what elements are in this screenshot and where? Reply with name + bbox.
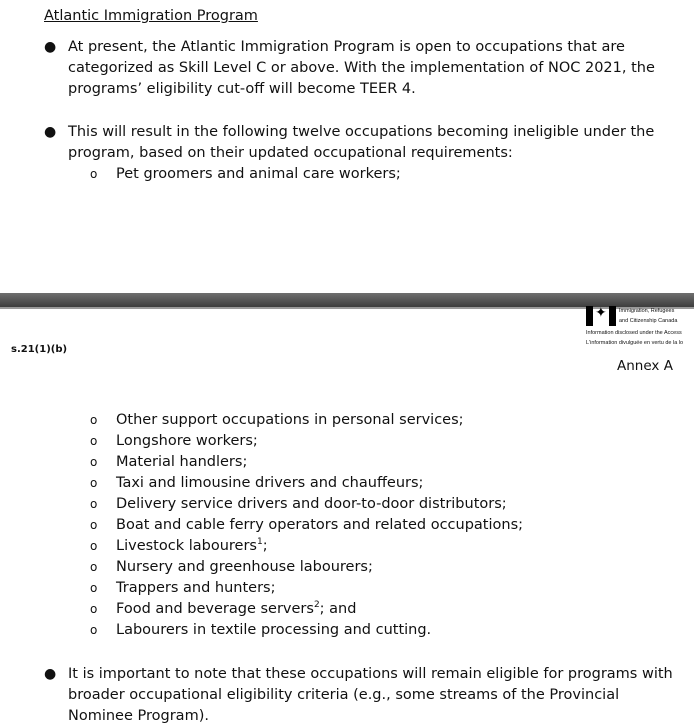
circle-bullet-icon: o [90, 413, 98, 427]
bullet-dot-icon: ● [44, 666, 57, 682]
circle-bullet-icon: o [90, 455, 98, 469]
circle-bullet-icon: o [90, 518, 98, 532]
circle-bullet-icon: o [90, 434, 98, 448]
circle-bullet-icon: o [90, 602, 98, 616]
list-item-text: Boat and cable ferry operators and related occupations; [116, 517, 524, 533]
list-item [90, 410, 464, 431]
list-item [90, 620, 431, 641]
department-name: Immigration, Refugees and Citizenship Canada [619, 308, 678, 324]
list-item [90, 536, 268, 557]
bullet-text: This will result in the following twelve occupations becoming ineligible under the program, based on their updated occupational requirements: [68, 124, 655, 161]
list-item [90, 578, 276, 599]
list-item [90, 164, 401, 185]
list-item [90, 599, 356, 620]
circle-bullet-icon: o [90, 560, 98, 574]
footnote-marker: 1 [256, 537, 263, 548]
list-item [90, 452, 247, 473]
circle-bullet-icon: o [90, 581, 98, 595]
circle-bullet-icon: o [90, 497, 98, 511]
list-item-text: Food and beverage servers$^2$; and [116, 600, 357, 617]
list-item [90, 494, 507, 515]
list-item [90, 431, 258, 452]
bullet-text: At present, the Atlantic Immigration Program is open to occupations that are categorized as Skill Level C or above. With the implementation of NOC 2021, the programs’ eligibility cut-off will become TEER 4. [68, 39, 655, 97]
bullet-dot-icon: ● [44, 39, 57, 55]
bullet-item [44, 122, 674, 164]
footnote-marker: 2 [313, 600, 320, 611]
bullet-dot-icon: ● [44, 124, 57, 140]
bullet-text: It is important to note that these occupations will remain eligible for programs with broader occupational eligibility criteria (e.g., some streams of the Provincial Nominee Program). [68, 666, 673, 724]
bullet-item [44, 37, 674, 100]
circle-bullet-icon: o [90, 167, 98, 181]
list-item-text: Material handlers; [116, 454, 248, 470]
redaction-stamp: s.21(1)(b) [11, 344, 68, 355]
list-item [90, 515, 523, 536]
list-item-text: Longshore workers; [116, 433, 258, 449]
list-item-text: Taxi and limousine drivers and chauffeurs; [116, 475, 424, 491]
section-heading: Atlantic Immigration Program [44, 8, 258, 24]
list-item [90, 557, 373, 578]
circle-bullet-icon: o [90, 623, 98, 637]
list-item-text: Livestock labourers$^1$; [116, 537, 268, 554]
list-item-text: Labourers in textile processing and cutting. [116, 622, 432, 638]
circle-bullet-icon: o [90, 539, 98, 553]
list-item-text: Trappers and hunters; [116, 580, 276, 596]
bullet-item [44, 664, 674, 727]
list-item-text: Nursery and greenhouse labourers; [116, 559, 373, 575]
canada-flag-icon: ✦ [586, 306, 616, 326]
annex-label: Annex A [617, 358, 673, 374]
list-item-text: Pet groomers and animal care workers; [116, 166, 401, 182]
page-break-divider [0, 293, 694, 307]
list-item-text: Other support occupations in personal services; [116, 412, 464, 428]
circle-bullet-icon: o [90, 476, 98, 490]
list-item [90, 473, 423, 494]
list-item-text: Delivery service drivers and door-to-door distributors; [116, 496, 507, 512]
disclosure-stamp: Information disclosed under the Access L'information divulguée en vertu de la lo [586, 330, 684, 346]
